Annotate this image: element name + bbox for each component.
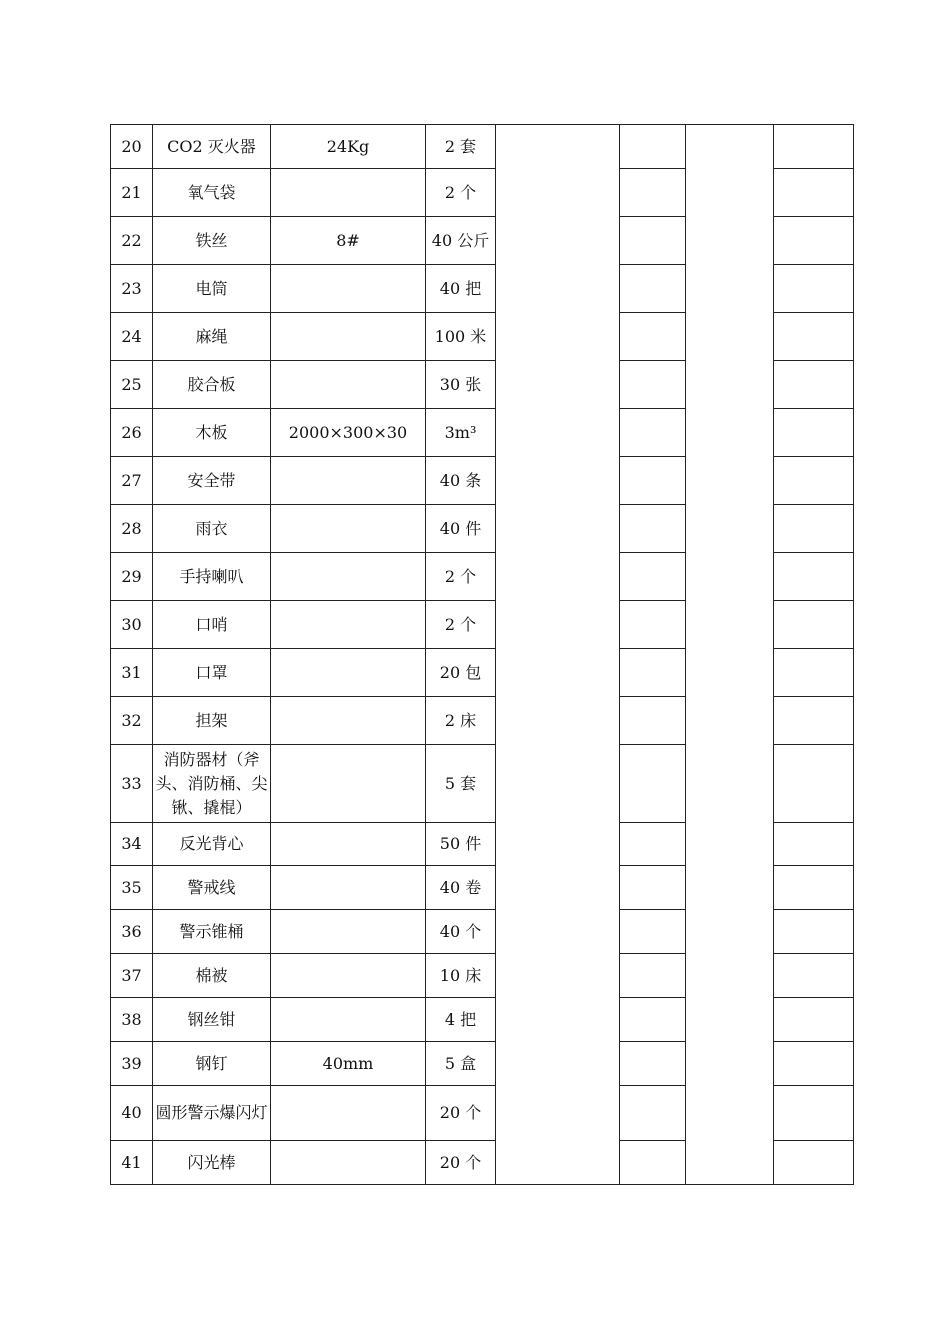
item-quantity: 2 个 <box>426 553 496 601</box>
empty-cell <box>774 1141 854 1185</box>
row-number: 22 <box>111 217 153 265</box>
empty-cell <box>620 1141 686 1185</box>
item-spec <box>271 553 426 601</box>
empty-cell <box>620 910 686 954</box>
item-spec <box>271 1141 426 1185</box>
item-name: 闪光棒 <box>153 1141 271 1185</box>
row-number: 38 <box>111 998 153 1042</box>
row-number: 28 <box>111 505 153 553</box>
item-name: 木板 <box>153 409 271 457</box>
item-spec <box>271 505 426 553</box>
row-number: 29 <box>111 553 153 601</box>
row-number: 26 <box>111 409 153 457</box>
row-number: 20 <box>111 125 153 169</box>
item-quantity: 2 套 <box>426 125 496 169</box>
empty-cell <box>774 313 854 361</box>
empty-cell <box>774 553 854 601</box>
empty-cell <box>620 409 686 457</box>
item-spec: 2000×300×30 <box>271 409 426 457</box>
item-name: 担架 <box>153 697 271 745</box>
item-quantity: 50 件 <box>426 823 496 866</box>
empty-cell <box>620 745 686 823</box>
row-number: 40 <box>111 1086 153 1141</box>
item-spec <box>271 866 426 910</box>
empty-cell <box>774 910 854 954</box>
item-quantity: 2 个 <box>426 169 496 217</box>
item-quantity: 40 件 <box>426 505 496 553</box>
empty-cell <box>774 1042 854 1086</box>
empty-cell <box>620 125 686 169</box>
empty-cell <box>620 313 686 361</box>
row-number: 27 <box>111 457 153 505</box>
item-quantity: 4 把 <box>426 998 496 1042</box>
item-name: 棉被 <box>153 954 271 998</box>
row-number: 41 <box>111 1141 153 1185</box>
item-spec <box>271 823 426 866</box>
item-spec <box>271 457 426 505</box>
empty-cell <box>774 169 854 217</box>
item-name: 安全带 <box>153 457 271 505</box>
row-number: 37 <box>111 954 153 998</box>
empty-cell <box>620 457 686 505</box>
item-name: 口哨 <box>153 601 271 649</box>
empty-cell <box>620 866 686 910</box>
equipment-table <box>110 124 854 1185</box>
item-spec: 8# <box>271 217 426 265</box>
item-spec <box>271 169 426 217</box>
empty-cell <box>620 505 686 553</box>
item-spec <box>271 954 426 998</box>
empty-cell <box>620 169 686 217</box>
item-name: 钢钉 <box>153 1042 271 1086</box>
empty-cell <box>620 1086 686 1141</box>
empty-cell <box>620 649 686 697</box>
empty-cell <box>774 361 854 409</box>
item-spec <box>271 313 426 361</box>
item-quantity: 20 个 <box>426 1086 496 1141</box>
item-spec <box>271 1086 426 1141</box>
item-name: 电筒 <box>153 265 271 313</box>
item-spec <box>271 361 426 409</box>
empty-cell <box>620 601 686 649</box>
item-quantity: 2 床 <box>426 697 496 745</box>
item-name: 口罩 <box>153 649 271 697</box>
empty-cell <box>774 866 854 910</box>
empty-cell <box>774 601 854 649</box>
item-name: 胶合板 <box>153 361 271 409</box>
row-number: 39 <box>111 1042 153 1086</box>
item-spec: 24Kg <box>271 125 426 169</box>
item-quantity: 2 个 <box>426 601 496 649</box>
item-spec <box>271 998 426 1042</box>
empty-cell <box>620 217 686 265</box>
empty-cell <box>774 823 854 866</box>
item-name: 雨衣 <box>153 505 271 553</box>
item-quantity: 40 条 <box>426 457 496 505</box>
item-name: CO2 灭火器 <box>153 125 271 169</box>
empty-cell <box>774 217 854 265</box>
row-number: 35 <box>111 866 153 910</box>
item-quantity: 5 套 <box>426 745 496 823</box>
row-number: 21 <box>111 169 153 217</box>
item-name: 钢丝钳 <box>153 998 271 1042</box>
item-quantity: 10 床 <box>426 954 496 998</box>
merged-empty-cell <box>496 125 620 1185</box>
empty-cell <box>620 823 686 866</box>
item-name: 圆形警示爆闪灯 <box>153 1086 271 1141</box>
empty-cell <box>774 649 854 697</box>
row-number: 23 <box>111 265 153 313</box>
empty-cell <box>774 457 854 505</box>
empty-cell <box>620 998 686 1042</box>
item-spec <box>271 745 426 823</box>
item-quantity: 20 包 <box>426 649 496 697</box>
row-number: 33 <box>111 745 153 823</box>
empty-cell <box>620 361 686 409</box>
empty-cell <box>774 409 854 457</box>
empty-cell <box>774 505 854 553</box>
empty-cell <box>774 125 854 169</box>
empty-cell <box>774 745 854 823</box>
empty-cell <box>620 553 686 601</box>
item-quantity: 40 公斤 <box>426 217 496 265</box>
row-number: 36 <box>111 910 153 954</box>
item-quantity: 5 盒 <box>426 1042 496 1086</box>
item-spec <box>271 697 426 745</box>
item-spec: 40mm <box>271 1042 426 1086</box>
empty-cell <box>774 998 854 1042</box>
row-number: 31 <box>111 649 153 697</box>
item-spec <box>271 910 426 954</box>
row-number: 32 <box>111 697 153 745</box>
row-number: 30 <box>111 601 153 649</box>
item-name: 消防器材（斧头、消防桶、尖锹、撬棍） <box>153 745 271 823</box>
empty-cell <box>774 1086 854 1141</box>
item-quantity: 40 卷 <box>426 866 496 910</box>
empty-cell <box>620 265 686 313</box>
item-name: 手持喇叭 <box>153 553 271 601</box>
empty-cell <box>774 697 854 745</box>
item-spec <box>271 649 426 697</box>
empty-cell <box>774 265 854 313</box>
item-name: 警示锥桶 <box>153 910 271 954</box>
item-name: 麻绳 <box>153 313 271 361</box>
item-name: 警戒线 <box>153 866 271 910</box>
empty-cell <box>620 697 686 745</box>
row-number: 25 <box>111 361 153 409</box>
item-name: 铁丝 <box>153 217 271 265</box>
item-quantity: 3m³ <box>426 409 496 457</box>
item-quantity: 20 个 <box>426 1141 496 1185</box>
item-name: 氧气袋 <box>153 169 271 217</box>
row-number: 24 <box>111 313 153 361</box>
item-spec <box>271 601 426 649</box>
row-number: 34 <box>111 823 153 866</box>
item-name: 反光背心 <box>153 823 271 866</box>
empty-cell <box>774 954 854 998</box>
empty-cell <box>620 1042 686 1086</box>
item-quantity: 40 把 <box>426 265 496 313</box>
item-quantity: 100 米 <box>426 313 496 361</box>
empty-cell <box>620 954 686 998</box>
item-quantity: 30 张 <box>426 361 496 409</box>
item-quantity: 40 个 <box>426 910 496 954</box>
merged-empty-cell <box>686 125 774 1185</box>
item-spec <box>271 265 426 313</box>
table-row <box>111 125 854 169</box>
